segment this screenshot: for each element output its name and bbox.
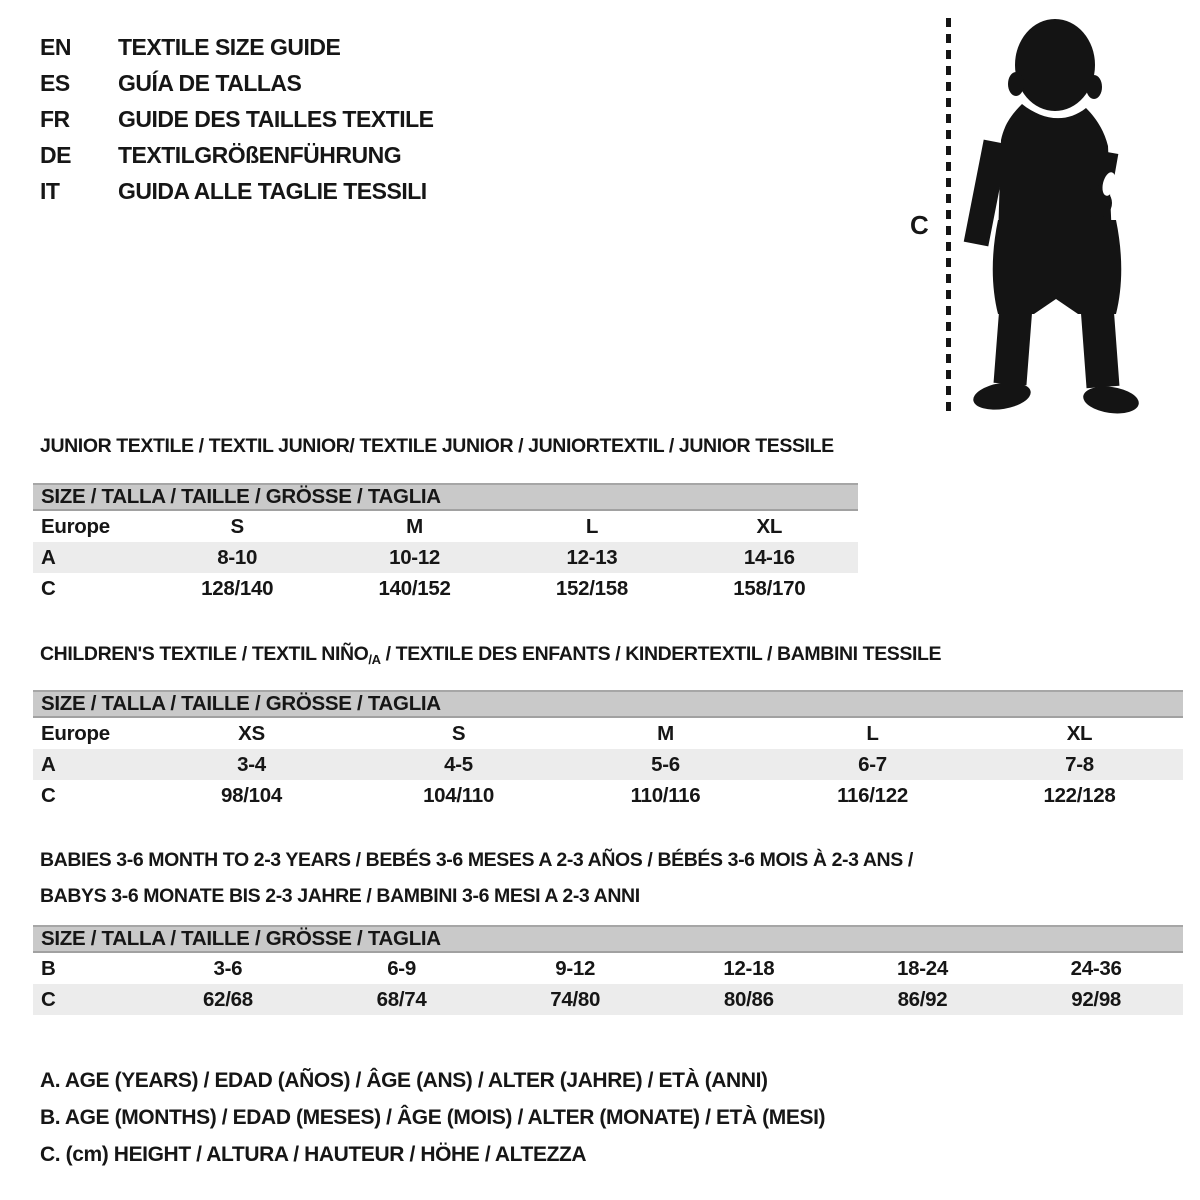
legend-line-b: B. AGE (MONTHS) / EDAD (MESES) / ÂGE (MOIS) / ALTER (MONATE) / ETÀ (MESI) (40, 1105, 826, 1129)
value-cell: 98/104 (221, 783, 282, 807)
value-cell: 158/170 (733, 576, 806, 600)
value-cell: 18-24 (897, 956, 948, 980)
guide-title: GUÍA DE TALLAS (118, 69, 302, 96)
size-cell: M (657, 721, 674, 745)
row-label: Europe (41, 514, 110, 538)
height-dashed-line (946, 18, 951, 415)
value-cell: 122/128 (1043, 783, 1116, 807)
value-cell: 128/140 (201, 576, 274, 600)
guide-title: TEXTILE SIZE GUIDE (118, 33, 341, 60)
value-cell: 3-4 (148, 749, 355, 780)
language-title-list (40, 29, 434, 209)
language-row (40, 137, 434, 173)
language-code: FR (40, 105, 70, 132)
row-label: C (41, 783, 56, 807)
value-cell: 74/80 (488, 984, 662, 1015)
size-cell: XS (238, 721, 265, 745)
row-label: B (41, 956, 56, 980)
value-cell: 80/86 (662, 984, 836, 1015)
section-title: CHILDREN'S TEXTILE / TEXTIL $NIÑO_{/A}$ / TEXTILE DES ENFANTS / KINDERTEXTIL / BAMBINI TESSILE (40, 643, 942, 667)
value-cell: 6-7 (769, 749, 976, 780)
size-header-label: SIZE / TALLA / TAILLE / GRÖSSE / TAGLIA (33, 484, 858, 510)
value-cell: 14-16 (681, 542, 858, 573)
value-cell: 5-6 (562, 749, 769, 780)
guide-title: GUIDA ALLE TAGLIE TESSILI (118, 177, 427, 204)
language-row (40, 65, 434, 101)
value-cell: 10-12 (326, 542, 503, 573)
value-cell: 86/92 (836, 984, 1010, 1015)
height-measurement-figure (900, 0, 1160, 432)
legend (40, 1062, 825, 1173)
value-cell: 9-12 (555, 956, 596, 980)
language-code: ES (40, 69, 70, 96)
age-row (33, 542, 858, 573)
height-row (33, 984, 1183, 1015)
size-cell: S (451, 721, 466, 745)
row-label: A (33, 542, 149, 573)
section-title: BABYS 3-6 MONATE BIS 2-3 JAHRE / BAMBINI 3-6 MESI A 2-3 ANNI (40, 885, 640, 907)
table-header-bar (33, 926, 1183, 952)
language-code: IT (40, 177, 60, 204)
value-cell: 6-9 (387, 956, 416, 980)
age-row (33, 749, 1183, 780)
legend-line-a: A. AGE (YEARS) / EDAD (AÑOS) / ÂGE (ANS) / ALTER (JAHRE) / ETÀ (ANNI) (40, 1068, 768, 1092)
months-row (33, 952, 1183, 984)
guide-title: GUIDE DES TAILLES TEXTILE (118, 105, 434, 132)
guide-title: TEXTILGRÖßENFÜHRUNG (118, 141, 402, 168)
size-label-row (33, 717, 1183, 749)
value-cell: 104/110 (423, 783, 494, 807)
table-header-bar (33, 484, 858, 510)
size-cell: S (230, 514, 244, 538)
size-cell: M (406, 514, 423, 538)
height-row (33, 780, 1183, 811)
value-cell: 62/68 (141, 984, 315, 1015)
value-cell: 92/98 (1009, 984, 1183, 1015)
language-code: EN (40, 33, 71, 60)
language-code: DE (40, 141, 71, 168)
children-size-table (33, 690, 1183, 811)
value-cell: 116/122 (837, 783, 908, 807)
value-cell: 3-6 (213, 956, 243, 980)
value-cell: 68/74 (315, 984, 489, 1015)
section-title: BABIES 3-6 MONTH TO 2-3 YEARS / BEBÉS 3-6 MESES A 2-3 AÑOS / BÉBÉS 3-6 MOIS À 2-3 ANS / (40, 849, 913, 871)
value-cell: 110/116 (630, 783, 701, 807)
babies-size-table (33, 925, 1183, 1015)
language-row (40, 29, 434, 65)
language-row (40, 101, 434, 137)
value-cell: 8-10 (149, 542, 326, 573)
row-label: Europe (41, 721, 110, 745)
height-measure-label: C (910, 210, 929, 240)
table-header-bar (33, 691, 1183, 717)
value-cell: 12-18 (723, 956, 775, 980)
row-label: C (33, 984, 141, 1015)
toddler-silhouette-icon (960, 14, 1140, 416)
babies-section-heading-line1 (40, 849, 913, 872)
size-header-label: SIZE / TALLA / TAILLE / GRÖSSE / TAGLIA (33, 926, 1183, 952)
value-cell: 140/152 (378, 576, 451, 600)
height-row (33, 573, 858, 604)
language-row (40, 173, 434, 209)
value-cell: 12-13 (503, 542, 680, 573)
size-cell: L (866, 721, 879, 745)
value-cell: 4-5 (355, 749, 562, 780)
junior-size-table (33, 483, 858, 604)
value-cell: 24-36 (1070, 956, 1122, 980)
value-cell: 7-8 (976, 749, 1183, 780)
size-cell: XL (1066, 721, 1093, 745)
junior-section-heading (40, 435, 834, 458)
section-title: JUNIOR TEXTILE / TEXTIL JUNIOR/ TEXTILE JUNIOR / JUNIORTEXTIL / JUNIOR TESSILE (40, 435, 834, 457)
value-cell: 152/158 (555, 576, 628, 600)
legend-line-c: C. (cm) HEIGHT / ALTURA / HAUTEUR / HÖHE / ALTEZZA (40, 1142, 587, 1166)
size-cell: XL (756, 514, 783, 538)
babies-section-heading-line2 (40, 885, 640, 908)
row-label: C (41, 576, 56, 600)
row-label: A (33, 749, 148, 780)
size-cell: L (585, 514, 599, 538)
children-section-heading (40, 643, 941, 667)
size-header-label: SIZE / TALLA / TAILLE / GRÖSSE / TAGLIA (33, 691, 1183, 717)
size-label-row (33, 510, 858, 542)
